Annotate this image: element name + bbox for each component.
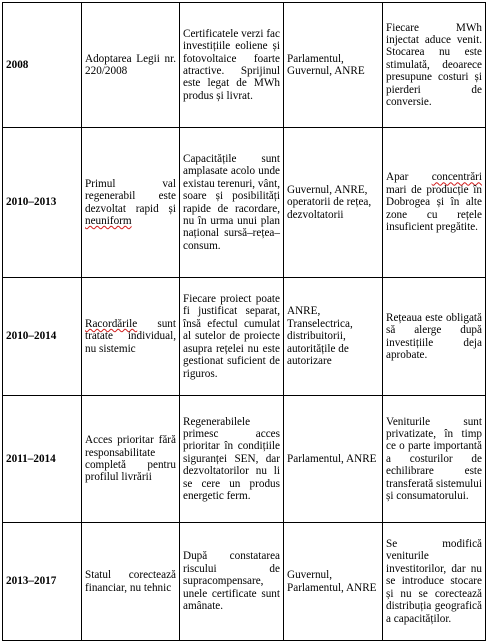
event-cell: Acces prioritar fără responsabilitate completă pentru profilul livrării xyxy=(82,396,180,523)
year-cell: 2010–2013 xyxy=(3,128,82,278)
event-cell: Statul corectează financiar, nu tehnic xyxy=(82,523,180,641)
year-cell: 2013–2017 xyxy=(3,523,82,641)
history-table xyxy=(2,2,486,641)
consequence-cell: Apar concentrări mari de producție în Dobrogea și în alte zone cu rețele insuficient pregătite. xyxy=(383,128,486,278)
year-cell: 2011–2014 xyxy=(3,396,82,523)
description-cell: Capacitățile sunt amplasate acolo unde existau terenuri, vânt, soare și posibilități rapide de racordare, nu în urma unui plan național sursă–rețea–consum. xyxy=(180,128,284,278)
spellcheck-underline: Racordările xyxy=(85,317,138,330)
description-cell: Fiecare proiect poate fi justificat separat, însă efectul cumulat al sutelor de proiecte asupra rețelei nu este gestionat suficient de riguros. xyxy=(180,278,284,396)
spellcheck-underline: neuniform xyxy=(85,214,132,227)
consequence-cell: Fiecare MWh injectat aduce venit. Stocarea nu este stimulată, deoarece presupune costuri și pierderi de conversie. xyxy=(383,3,486,128)
consequence-cell: Se modifică veniturile investitorilor, dar nu se introduce stocare și nu se corectează distribuția geografică a capacităților. xyxy=(383,523,486,641)
actors-cell: Guvernul, ANRE, operatorii de rețea, dezvoltatorii xyxy=(284,128,383,278)
actors-cell: Parlamentul, Guvernul, ANRE xyxy=(284,3,383,128)
description-cell: După constatarea riscului de supracompensare, unele certificate sunt amânate. xyxy=(180,523,284,641)
description-cell: Certificatele verzi fac investițiile eoliene și fotovoltaice foarte atractive. Sprijinul este legat de MWh produs și livrat. xyxy=(180,3,284,128)
table-row xyxy=(3,278,486,396)
table-row xyxy=(3,3,486,128)
actors-cell: ANRE, Transelectrica, distribuitorii, autoritățile de autorizare xyxy=(284,278,383,396)
actors-cell: Guvernul, Parlamentul, ANRE xyxy=(284,523,383,641)
consequence-cell: Rețeaua este obligată să alerge după investițiile deja aprobate. xyxy=(383,278,486,396)
event-cell: Adoptarea Legii nr. 220/2008 xyxy=(82,3,180,128)
table-row xyxy=(3,523,486,641)
table-row xyxy=(3,128,486,278)
spellcheck-underline: concentrări xyxy=(431,171,482,184)
year-cell: 2008 xyxy=(3,3,82,128)
year-cell: 2010–2014 xyxy=(3,278,82,396)
event-cell: Racordările sunt tratate individual, nu sistemic xyxy=(82,278,180,396)
consequence-cell: Veniturile sunt privatizate, în timp ce o parte importantă a costurilor de echilibrare este transferată sistemului și consumatorului. xyxy=(383,396,486,523)
actors-cell: Parlamentul, ANRE xyxy=(284,396,383,523)
table-row xyxy=(3,396,486,523)
event-cell: Primul val regenerabil este dezvoltat rapid și neuniform xyxy=(82,128,180,278)
description-cell: Regenerabilele primesc acces prioritar în condițiile siguranței SEN, dar dezvoltatorilor nu li se cere un produs energetic ferm. xyxy=(180,396,284,523)
